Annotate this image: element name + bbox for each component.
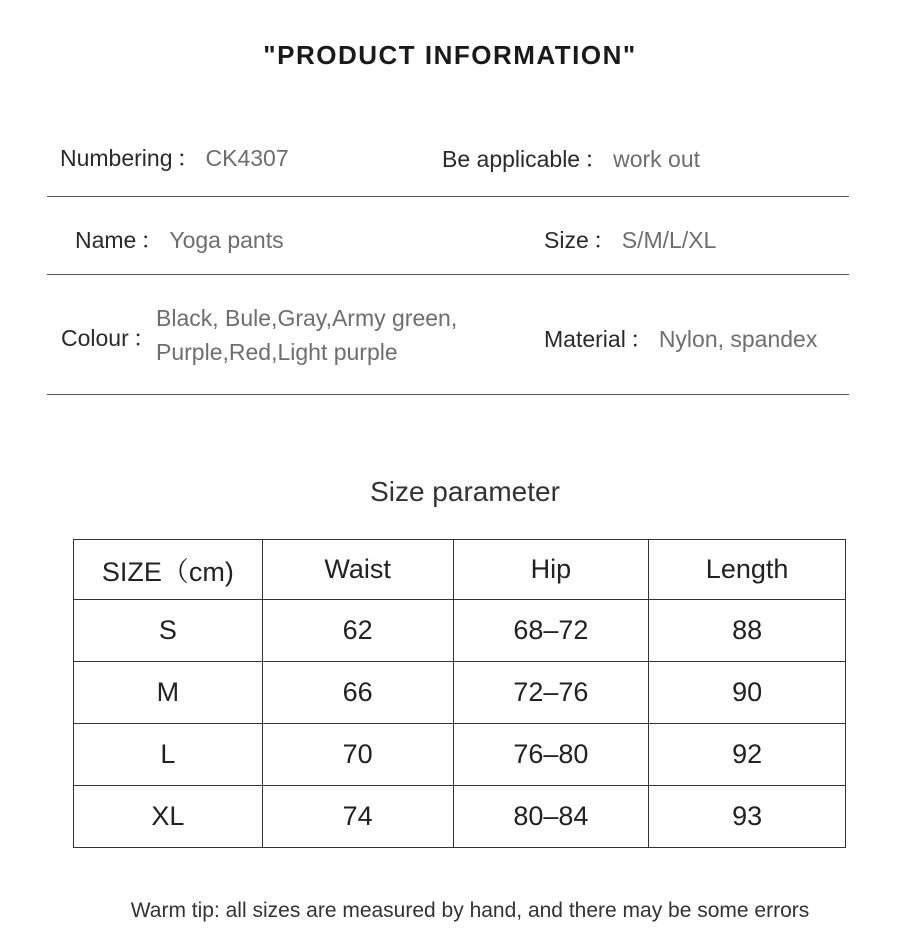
warm-tip-note: Warm tip: all sizes are measured by hand, and there may be some errors [130, 899, 810, 922]
cell-length: 92 [649, 724, 846, 786]
applicable-field [442, 141, 700, 174]
material-colon: ： [629, 326, 653, 352]
cell-hip: 72–76 [453, 662, 649, 724]
cell-hip: 80–84 [453, 786, 649, 848]
cell-size: L [74, 724, 263, 786]
applicable-value: work out [613, 146, 701, 172]
numbering-label: Numbering [60, 145, 173, 171]
cell-size: XL [74, 786, 263, 848]
name-colon: ： [140, 227, 164, 253]
table-row [74, 724, 846, 786]
size-parameter-title: Size parameter [370, 476, 560, 507]
colour-value [156, 301, 457, 369]
header-hip: Hip [453, 540, 649, 600]
colour-label-group [61, 320, 162, 353]
cell-waist: 62 [262, 600, 453, 662]
cell-waist: 74 [262, 786, 453, 848]
page-title: "PRODUCT INFORMATION" [263, 40, 637, 70]
table-header-row [74, 540, 846, 600]
header-size: SIZE（cm) [74, 540, 263, 600]
cell-length: 93 [649, 786, 846, 848]
colour-value-line-1: Black, Bule,Gray,Army green, [156, 305, 458, 331]
size-table [73, 539, 846, 848]
applicable-label: Be applicable [442, 146, 581, 172]
cell-length: 90 [649, 662, 846, 724]
info-row-numbering [47, 138, 849, 197]
cell-size: M [74, 662, 263, 724]
applicable-colon: ： [584, 146, 608, 172]
cell-hip: 68–72 [453, 600, 649, 662]
cell-length: 88 [649, 600, 846, 662]
cell-size: S [74, 600, 263, 662]
table-row [74, 786, 846, 848]
table-row [74, 600, 846, 662]
numbering-value: CK4307 [205, 145, 289, 171]
cell-hip: 76–80 [453, 724, 649, 786]
numbering-colon: ： [176, 145, 200, 171]
info-row-name [47, 196, 849, 275]
cell-waist: 66 [262, 662, 453, 724]
name-label: Name [75, 227, 137, 253]
size-value: S/M/L/XL [621, 227, 717, 253]
name-value: Yoga pants [169, 227, 284, 253]
cell-waist: 70 [262, 724, 453, 786]
colour-colon: ： [132, 325, 156, 351]
numbering-field [60, 140, 289, 173]
material-label: Material [544, 326, 626, 352]
header-length: Length [649, 540, 846, 600]
header-waist: Waist [262, 540, 453, 600]
table-row [74, 662, 846, 724]
size-colon: ： [592, 227, 616, 253]
info-row-colour [47, 274, 849, 395]
material-field [544, 321, 817, 354]
colour-value-line-2: Purple,Red,Light purple [156, 339, 398, 365]
size-field [544, 222, 716, 255]
name-field [75, 222, 284, 255]
colour-label: Colour [61, 325, 129, 351]
material-value: Nylon, spandex [658, 326, 818, 352]
size-label: Size [544, 227, 589, 253]
